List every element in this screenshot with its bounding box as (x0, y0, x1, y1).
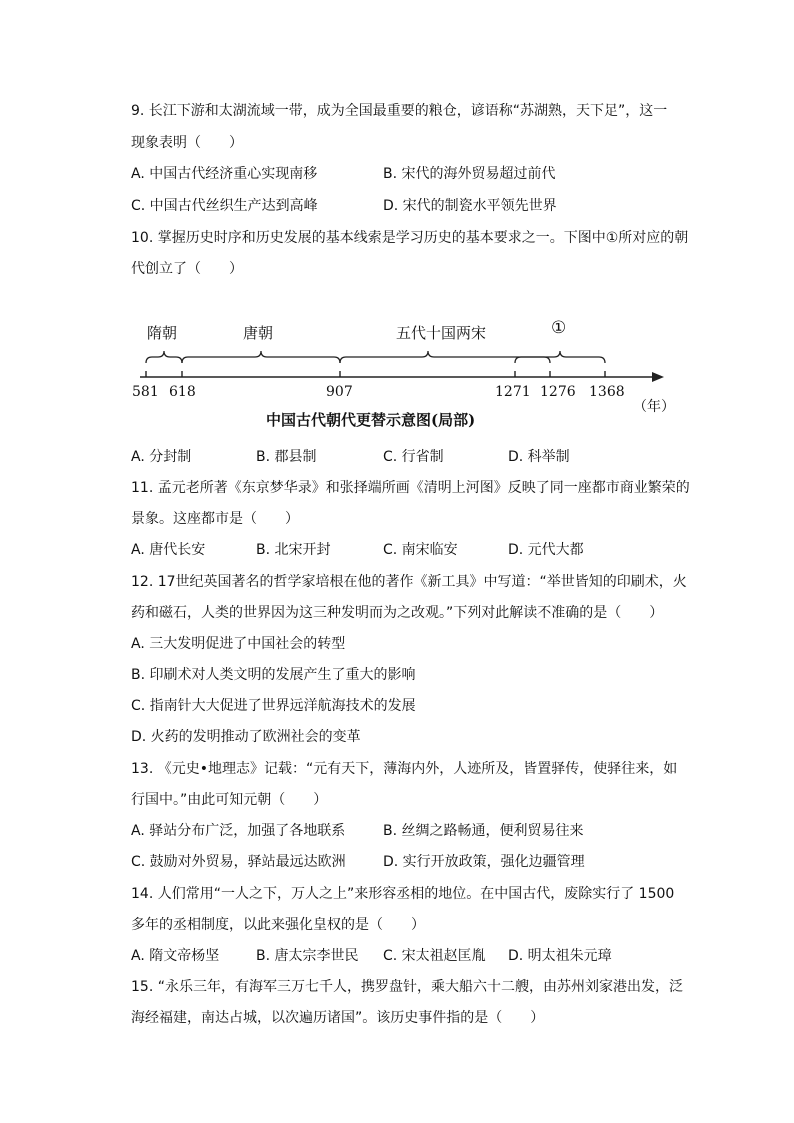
q14-option-c: C. 宋太祖赵匡胤 (383, 948, 486, 964)
q11-option-b: B. 北宋开封 (256, 542, 331, 558)
q10-stem-line2: 代创立了（ ） (131, 261, 243, 277)
timeline-caption: 中国古代朝代更替示意图(局部) (266, 411, 476, 429)
q15-stem-line1: 15. “永乐三年，有海军三万七千人，携罗盘针，乘大船六十二艘，由苏州刘家港出发，泛 (131, 979, 683, 995)
q11-stem-line1: 11. 孟元老所著《东京梦华录》和张择端所画《清明上河图》反映了同一座都市商业繁荣的 (131, 480, 690, 496)
q9-stem-line1: 9. 长江下游和太湖流域一带，成为全国最重要的粮仓，谚语称“苏湖熟，天下足”，这一 (131, 103, 668, 119)
q10-option-a: A. 分封制 (131, 449, 192, 465)
q13-stem-line2: 行国中。”由此可知元朝（ ） (131, 792, 328, 808)
timeline-unit: （年） (633, 399, 675, 415)
year-618: 618 (169, 384, 196, 400)
q9-option-b: B. 宋代的海外贸易超过前代 (383, 166, 556, 182)
q14-stem-line1: 14. 人们常用“一人之下，万人之上”来形容丞相的地位。在中国古代，废除实行了 1500 (131, 886, 675, 902)
q15-stem-line2: 海经福建，南达占城，以次遍历诸国”。该历史事件指的是（ ） (131, 1010, 545, 1026)
q9-option-c: C. 中国古代丝织生产达到高峰 (131, 198, 318, 214)
q14-option-d: D. 明太祖朱元璋 (508, 948, 612, 964)
q12-stem-line2: 药和磁石，人类的世界因为这三种发明而为之改观。”下列对此解读不准确的是（ ） (131, 605, 664, 621)
q12-option-b: B. 印刷术对人类文明的发展产生了重大的影响 (131, 667, 416, 683)
q11-option-a: A. 唐代长安 (131, 542, 206, 558)
q10-option-d: D. 科举制 (508, 449, 570, 465)
q11-option-d: D. 元代大都 (508, 542, 584, 558)
q13-option-a: A. 驿站分布广泛，加强了各地联系 (131, 823, 346, 839)
q12-option-c: C. 指南针大大促进了世界远洋航海技术的发展 (131, 698, 416, 714)
q12-option-a: A. 三大发明促进了中国社会的转型 (131, 636, 346, 652)
brace-sui (146, 351, 182, 363)
q12-stem-line1: 12. 17世纪英国著名的哲学家培根在他的著作《新工具》中写道：“举世皆知的印刷术，火 (131, 574, 687, 590)
timeline-label-sui: 隋朝 (147, 324, 178, 342)
q14-option-b: B. 唐太宗李世民 (256, 948, 359, 964)
q13-option-c: C. 鼓励对外贸易，驿站最远达欧洲 (131, 854, 346, 870)
q12-option-d: D. 火药的发明推动了欧洲社会的变革 (131, 729, 361, 745)
q13-stem-line1: 13. 《元史•地理志》记载：“元有天下，薄海内外，人迹所及，皆置驿传，使驿往来，如 (131, 761, 678, 777)
brace-tang (182, 351, 340, 363)
year-581: 581 (132, 384, 159, 400)
year-1276: 1276 (540, 384, 576, 400)
q14-stem-line2: 多年的丞相制度，以此来强化皇权的是（ ） (131, 917, 425, 933)
timeline-label-wudai-song: 五代十国两宋 (396, 324, 487, 342)
brace-circle-one (515, 351, 605, 363)
brace-wudai-song (340, 351, 550, 363)
q9-option-d: D. 宋代的制瓷水平领先世界 (383, 198, 557, 214)
year-1271: 1271 (495, 384, 531, 400)
q10-option-b: B. 郡县制 (256, 449, 317, 465)
timeline-label-tang: 唐朝 (243, 324, 274, 342)
year-1368: 1368 (589, 384, 625, 400)
timeline-arrow (652, 372, 664, 382)
q10-option-c: C. 行省制 (383, 449, 444, 465)
q10-stem-line1: 10. 掌握历史时序和历史发展的基本线索是学习历史的基本要求之一。下图中①所对应的朝 (131, 230, 689, 246)
q11-option-c: C. 南宋临安 (383, 542, 458, 558)
q13-option-b: B. 丝绸之路畅通，便利贸易往来 (383, 823, 584, 839)
q14-option-a: A. 隋文帝杨坚 (131, 948, 220, 964)
q11-stem-line2: 景象。这座都市是（ ） (131, 511, 299, 527)
timeline-label-circle-one: ① (551, 318, 567, 338)
q9-stem-line2: 现象表明（ ） (131, 135, 243, 151)
year-907: 907 (326, 384, 353, 400)
q9-option-a: A. 中国古代经济重心实现南移 (131, 166, 318, 182)
q13-option-d: D. 实行开放政策，强化边疆管理 (383, 854, 585, 870)
